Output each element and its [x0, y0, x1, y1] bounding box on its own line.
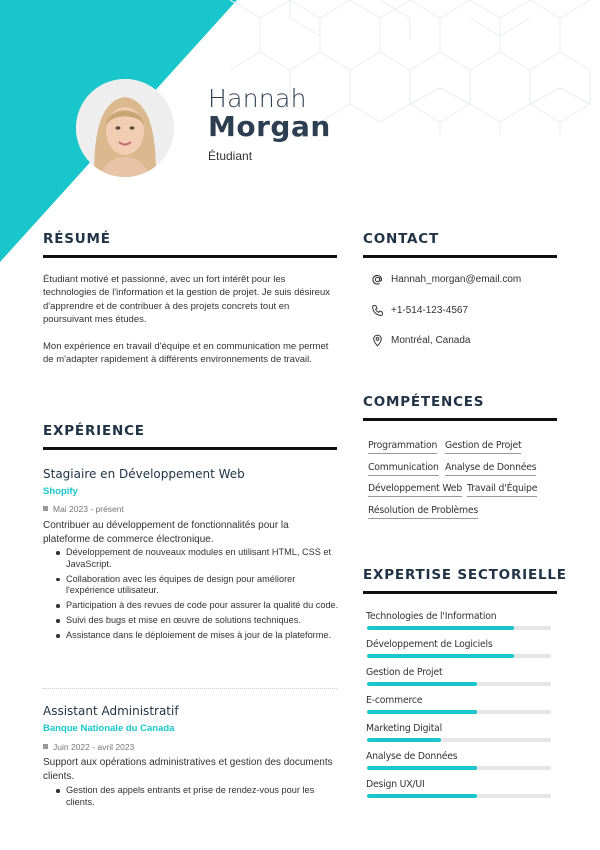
expertise-label: Gestion de Projet	[366, 667, 443, 678]
expertise-bar-fill	[367, 738, 441, 742]
expertise-label: Design UX/UI	[366, 779, 425, 790]
summary-paragraph-1: Étudiant motivé et passionné, avec un fort intérêt pour les technologies de l'information et la gestion de projet. Je suis désireux d'apprendre et de contribuer à des projets concrets tout en poursuivant mes études.	[43, 274, 330, 325]
expertise-bar	[367, 766, 551, 770]
phone-icon	[371, 304, 384, 317]
job-description-1: Contribuer au développement de fonctionnalités pour la plateforme de commerce électronique.	[43, 520, 289, 545]
expertise-label: Développement de Logiciels	[366, 639, 493, 650]
expertise-bar-fill	[367, 794, 477, 798]
list-item: Participation à des revues de code pour assurer la qualité du code.	[66, 600, 342, 612]
job-description-2: Support aux opérations administratives et gestion des documents clients.	[43, 757, 333, 782]
list-item: Assistance dans le déploiement de mises à jour de la plateforme.	[66, 630, 342, 642]
job-company-1: Shopify	[43, 486, 78, 497]
skill-tag: Analyse de Données	[445, 462, 536, 476]
summary-heading: RÉSUMÉ	[43, 231, 111, 247]
contact-heading: CONTACT	[363, 231, 440, 247]
skill-tag: Communication	[368, 462, 439, 476]
summary-paragraph-2: Mon expérience en travail d'équipe et en communication me permet de m'adapter rapidement à différents environnements de travail.	[43, 341, 329, 366]
list-item: Développement de nouveaux modules en utilisant HTML, CSS et JavaScript.	[66, 547, 342, 570]
at-icon	[371, 273, 384, 286]
contact-email[interactable]	[371, 273, 521, 286]
contact-location	[371, 334, 471, 347]
job-bullets-1	[52, 547, 342, 645]
expertise-bar-fill	[367, 654, 514, 658]
expertise-bar	[367, 682, 551, 686]
contact-phone-text: +1-514-123-4567	[391, 305, 469, 316]
skill-tag: Travail d'Équipe	[467, 483, 537, 497]
expertise-bar	[367, 794, 551, 798]
calendar-square-icon	[43, 506, 48, 511]
expertise-bar	[367, 654, 551, 658]
contact-phone[interactable]	[371, 304, 468, 317]
expertise-bar	[367, 738, 551, 742]
job-title-2: Assistant Administratif	[43, 704, 179, 718]
expertise-label: Marketing Digital	[366, 723, 443, 734]
profile-photo	[76, 79, 174, 177]
skill-tag: Gestion de Projet	[445, 440, 521, 454]
expertise-bar	[367, 626, 551, 630]
skill-tag: Résolution de Problèmes	[368, 505, 478, 519]
contact-email-text: Hannah_morgan@email.com	[391, 274, 522, 285]
list-item: Gestion des appels entrants et prise de rendez-vous pour les clients.	[66, 785, 342, 808]
expertise-bar	[367, 710, 551, 714]
skills-rule	[363, 418, 557, 421]
expertise-label: Technologies de l'Information	[366, 611, 497, 622]
list-item: Collaboration avec les équipes de design pour améliorer l'expérience utilisateur.	[66, 574, 342, 597]
job-role: Étudiant	[208, 149, 253, 163]
contact-rule	[363, 255, 557, 258]
job-dates-1	[43, 504, 124, 514]
skill-tag: Développement Web	[368, 483, 462, 497]
experience-heading: EXPÉRIENCE	[43, 423, 145, 439]
last-name: Morgan	[208, 110, 331, 143]
job-dates-2	[43, 742, 134, 752]
job-separator	[43, 688, 337, 689]
calendar-square-icon	[43, 744, 48, 749]
summary-rule	[43, 255, 337, 258]
skills-heading: COMPÉTENCES	[363, 394, 485, 410]
skill-tag: Programmation	[368, 440, 437, 454]
location-pin-icon	[371, 334, 384, 347]
job-dates-text-2: Juin 2022 - avril 2023	[53, 742, 135, 752]
job-bullets-2	[52, 785, 342, 812]
expertise-bar-fill	[367, 766, 477, 770]
expertise-bar-fill	[367, 626, 514, 630]
list-item: Suivi des bugs et mise en œuvre de solutions techniques.	[66, 615, 342, 627]
job-company-2: Banque Nationale du Canada	[43, 723, 175, 734]
job-dates-text-1: Mai 2023 - présent	[53, 504, 124, 514]
expertise-heading: EXPERTISE SECTORIELLE	[363, 567, 567, 583]
expertise-label: Analyse de Données	[366, 751, 458, 762]
expertise-bar-fill	[367, 710, 477, 714]
experience-rule	[43, 447, 337, 450]
contact-location-text: Montréal, Canada	[391, 335, 471, 346]
expertise-bar-fill	[367, 682, 477, 686]
expertise-rule	[363, 591, 557, 594]
first-name: Hannah	[208, 84, 307, 113]
expertise-label: E-commerce	[366, 695, 423, 706]
portrait-photo-icon	[76, 79, 174, 177]
job-title-1: Stagiaire en Développement Web	[43, 467, 245, 481]
